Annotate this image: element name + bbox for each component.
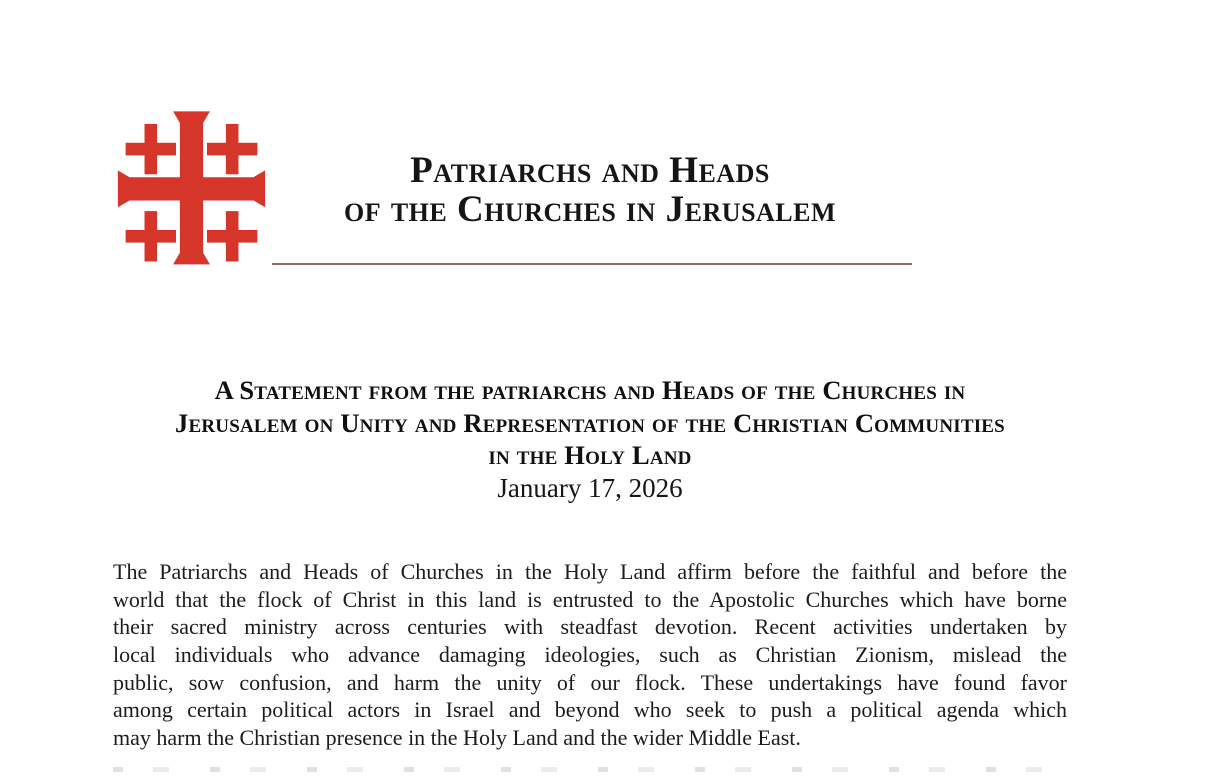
- clipped-next-paragraph: [113, 767, 1067, 772]
- statement-title-line-3: in the Holy Land: [488, 440, 692, 470]
- org-name: [0, 151, 1180, 229]
- body-text-line: local individuals who advance damaging ideologies, such as Christian Zionism, mislead the: [113, 642, 1067, 668]
- letterhead-divider: [272, 263, 912, 265]
- body-text-line: world that the flock of Christ in this land is entrusted to the Apostolic Churches which have borne: [113, 586, 1067, 612]
- body-text-line: public, sow confusion, and harm the unity of our flock. These undertakings have found favor: [113, 669, 1067, 695]
- org-name-line-1: Patriarchs and Heads: [410, 150, 770, 191]
- org-name-line-2: of the Churches in Jerusalem: [343, 189, 837, 230]
- body-text-line: among certain political actors in Israel and beyond who seek to push a political agenda which: [113, 697, 1067, 723]
- statement-title-line-2: Jerusalem on Unity and Representation of the Christian Communities: [175, 407, 1005, 438]
- statement-heading: [113, 374, 1067, 505]
- body-text-line: their sacred ministry across centuries with steadfast devotion. Recent activities undertaken by: [113, 614, 1067, 640]
- body-text-line: may harm the Christian presence in the Holy Land and the wider Middle East.: [113, 725, 801, 751]
- statement-title-line-1: A Statement from the patriarchs and Heads of the Churches in: [214, 375, 966, 405]
- body-text-line: The Patriarchs and Heads of Churches in the Holy Land affirm before the faithful and before the: [113, 559, 1067, 584]
- statement-body: [113, 558, 1067, 752]
- statement-date: January 17, 2026: [497, 472, 683, 503]
